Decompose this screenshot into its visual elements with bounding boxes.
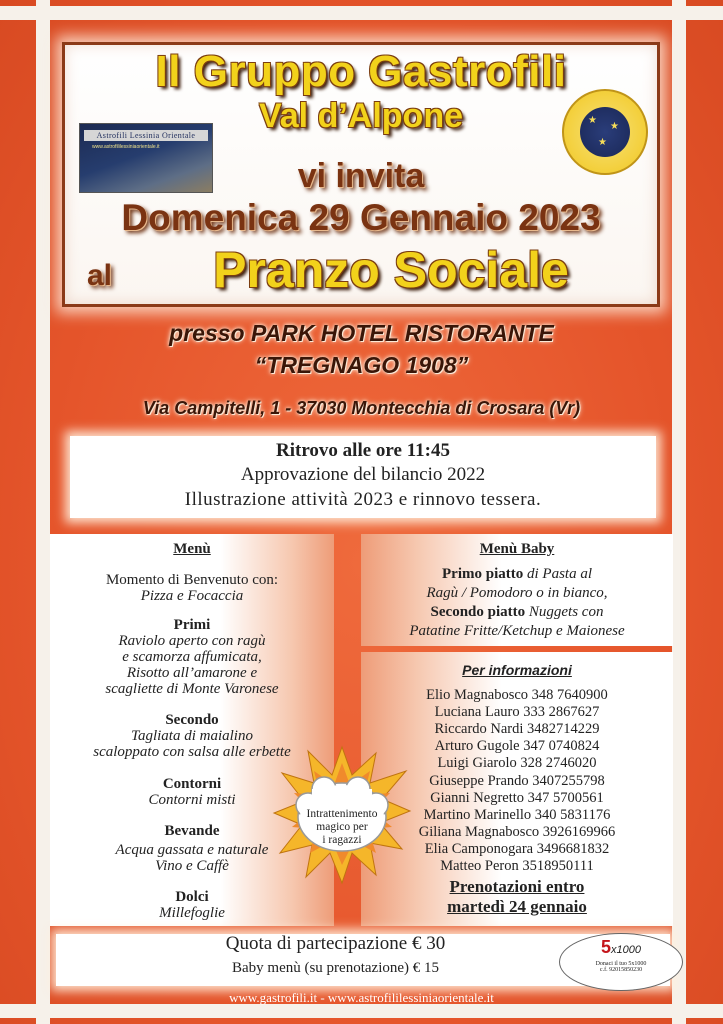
star-icon: ★ <box>610 121 619 132</box>
contacts-title: Per informazioni <box>462 662 572 678</box>
menu-dolci-1: Millefoglie <box>159 905 225 921</box>
frame-stripe-left <box>36 0 50 1024</box>
schedule-time: Ritrovo alle ore 11:45 <box>276 440 450 461</box>
cloud-fill-top <box>312 789 372 809</box>
menu-contorni-title: Contorni <box>162 776 222 792</box>
menu-secondo-2: scaloppato con salsa alle erbette <box>93 744 291 760</box>
menu-dolci-title: Dolci <box>175 889 209 905</box>
logo-left-url: www.astrofililessiniaorientale.it <box>92 144 160 150</box>
schedule-box <box>70 436 656 518</box>
badge-line-2: c.f. 92015850230 <box>599 967 643 973</box>
badge-big: 5 <box>601 937 612 957</box>
event-name: Pranzo Sociale <box>213 242 569 298</box>
badge-small: x1000 <box>611 944 641 956</box>
schedule-item-1: Approvazione del bilancio 2022 <box>240 464 486 485</box>
baby-menu-line-1 <box>361 566 673 583</box>
booking-deadline-text-1: Prenotazioni entro <box>449 877 585 896</box>
menu-secondo-1: Tagliata di maialino <box>131 728 253 744</box>
contact-item: Matteo Peron 3518950111 <box>440 858 594 874</box>
frame-stripe-top <box>0 6 723 20</box>
event-al: al <box>87 259 113 292</box>
entertainment-line-1: Intrattenimento <box>306 808 378 820</box>
footer-links[interactable]: www.gastrofili.it - www.astrofililessiniaorientale.it <box>229 990 494 1005</box>
badge-line-1: Donaci il tuo 5x1000 <box>595 961 647 967</box>
contact-item: Luigi Giarolo 328 2746020 <box>437 755 597 772</box>
baby-menu-title: Menù Baby <box>479 541 555 557</box>
schedule-item-2: Illustrazione attività 2023 e rinnovo tessera. <box>184 489 542 510</box>
baby-primo-label: Primo piatto <box>442 566 524 582</box>
menu-primi-1: Raviolo aperto con ragù <box>118 633 266 649</box>
menu-title: Menù <box>173 541 211 557</box>
star-icon: ★ <box>598 137 607 148</box>
title-line-2: Val d’Alpone <box>258 97 464 135</box>
contact-item: Arturo Gugole 347 0740824 <box>434 738 600 755</box>
booking-deadline-2 <box>361 897 673 917</box>
quota-main: Quota di partecipazione € 30 <box>225 933 446 954</box>
menu-bevande-2: Vino e Caffè <box>155 858 229 874</box>
baby-primo-desc: di Pasta al <box>523 566 592 582</box>
invite-line: vi invita <box>297 157 425 195</box>
entertainment-line-3: i ragazzi <box>322 834 362 846</box>
menu-primi-3: Risotto all’amarone e <box>126 665 258 681</box>
contact-item: Elia Camponogara 3496681832 <box>424 840 610 857</box>
menu-bevande-title: Bevande <box>164 823 220 839</box>
menu-bevande-1: Acqua gassata e naturale <box>115 842 269 858</box>
contact-item: Giuseppe Prando 3407255798 <box>429 772 605 789</box>
menu-welcome: Momento di Benvenuto con: <box>105 572 279 588</box>
header-box <box>62 42 660 307</box>
menu-secondo-title: Secondo <box>165 712 219 728</box>
baby-menu-line-4: Patatine Fritte/Ketchup e Maionese <box>409 623 625 639</box>
baby-secondo-desc: Nuggets con <box>525 604 604 620</box>
contact-item: Martino Marinello 340 5831176 <box>423 806 611 823</box>
contact-item: Luciana Lauro 333 2867627 <box>434 704 600 721</box>
contact-item: Riccardo Nardi 3482714229 <box>434 721 600 738</box>
contact-item: Elio Magnabosco 348 7640900 <box>426 687 608 703</box>
booking-deadline-text-2: martedì 24 gennaio <box>447 897 587 916</box>
title-line-1: Il Gruppo Gastrofili <box>155 47 567 96</box>
star-icon: ★ <box>588 115 597 126</box>
venue-line-1: presso PARK HOTEL RISTORANTE <box>169 320 554 346</box>
entertainment-line-2: magico per <box>316 821 368 833</box>
badge-logo <box>560 938 682 959</box>
quota-baby: Baby menù (su prenotazione) € 15 <box>231 960 440 976</box>
entertainment-text <box>300 808 384 847</box>
menu-primi-2: e scamorza affumicata, <box>122 649 262 665</box>
venue-line-2: “TREGNAGO 1908” <box>254 352 469 378</box>
frame-stripe-bottom <box>0 1004 723 1018</box>
baby-secondo-label: Secondo piatto <box>430 604 526 620</box>
seal-center <box>580 107 630 157</box>
menu-primi-title: Primi <box>173 617 211 633</box>
frame-stripe-right <box>672 0 686 1024</box>
baby-menu-line-3 <box>361 604 673 621</box>
venue-address: Via Campitelli, 1 - 37030 Montecchia di Crosara (Vr) <box>142 398 581 418</box>
five-per-thousand-badge <box>559 933 683 991</box>
contact-item: Gianni Negretto 347 5700561 <box>430 789 604 806</box>
baby-menu-line-2: Ragù / Pomodoro o in bianco, <box>426 585 608 601</box>
logo-left-label: Astrofili Lessinia Orientale <box>84 130 208 141</box>
event-date: Domenica 29 Gennaio 2023 <box>121 197 601 238</box>
contact-item: Giliana Magnabosco 3926169966 <box>418 823 616 840</box>
menu-welcome-items: Pizza e Focaccia <box>140 588 244 604</box>
menu-contorni-1: Contorni misti <box>148 792 236 808</box>
menu-primi-4: scagliette di Monte Varonese <box>105 681 279 697</box>
